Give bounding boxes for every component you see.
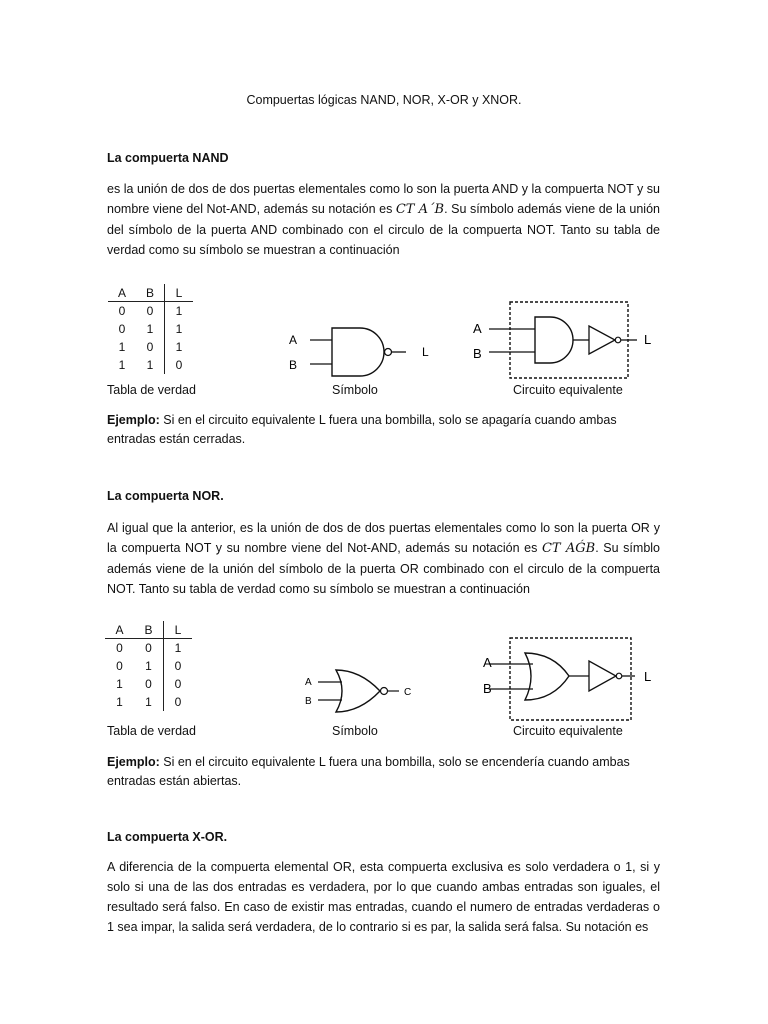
- nand-paragraph-part2: . Su símbolo además viene de la unión del símbolo de la puerta AND combinado con el circulo de la compuerta NOT. Tanto su tabla de verdad como su símbolo se muestran a continuación: [107, 202, 660, 257]
- table-cell: 0: [164, 657, 193, 675]
- table-cell: 0: [164, 675, 193, 693]
- circuit-label-out: L: [644, 332, 652, 347]
- table-cell: 1: [116, 677, 123, 691]
- nand-example-label: Ejemplo:: [107, 413, 160, 427]
- not-gate-icon: [589, 661, 616, 691]
- nand-table-header-b: B: [136, 284, 165, 302]
- nor-example-label: Ejemplo:: [107, 755, 160, 769]
- nand-truth-table: [108, 284, 193, 374]
- nand-gate-icon: [332, 328, 384, 376]
- table-cell: 1: [146, 322, 154, 336]
- circuit-dashed-frame: [510, 638, 631, 720]
- not-gate-icon: [589, 326, 615, 354]
- circuit-label-a: A: [483, 655, 492, 670]
- circuit-label-a: A: [473, 321, 482, 336]
- nand-symbol-label-a: A: [289, 333, 298, 347]
- table-cell: 1: [118, 340, 126, 354]
- table-row: [105, 693, 192, 711]
- table-cell: 1: [165, 302, 194, 321]
- nor-symbol-label-b: B: [305, 696, 312, 707]
- table-cell: 0: [146, 304, 154, 318]
- table-row: [105, 639, 192, 658]
- nand-caption-symbol: Símbolo: [332, 383, 378, 397]
- nor-symbol-label-a: A: [305, 677, 312, 688]
- table-cell: 1: [116, 695, 123, 709]
- nand-example: [107, 411, 647, 449]
- nand-notation: CT A´B: [395, 202, 445, 217]
- table-row: [105, 675, 192, 693]
- nor-caption-symbol: Símbolo: [332, 724, 378, 738]
- nor-symbol-diagram: [298, 662, 428, 717]
- table-cell: 0: [116, 641, 123, 655]
- nand-example-text: Si en el circuito equivalente L fuera una bombilla, solo se apagaría cuando ambas entradas están cerradas.: [107, 413, 617, 446]
- table-row: [108, 320, 193, 338]
- xor-paragraph: A diferencia de la compuerta elemental OR, esta compuerta exclusiva es solo verdadera o 1, si y solo si una de las dos entradas es verdadera, por lo que cuando ambas entradas son iguales, el resultado será falso. En caso de existir mas entradas, cuando el numero de entradas verdaderas o 1 sea impar, la salida será verdadera, de lo contrario si es par, la salida será falsa. Su notación es: [107, 860, 660, 934]
- table-cell: 0: [145, 641, 152, 655]
- or-gate-icon: [525, 653, 569, 700]
- nand-symbol-label-out: L: [422, 345, 429, 359]
- table-row: [108, 338, 193, 356]
- nand-paragraph-part1: es la unión de dos de dos puertas elementales como lo son la puerta AND y la compuerta NOT y su nombre viene del Not-AND, además su notación es: [107, 182, 660, 216]
- nor-heading: La compuerta NOR.: [107, 489, 224, 503]
- table-cell: 1: [118, 358, 126, 372]
- table-cell: 0: [145, 677, 152, 691]
- table-row: [108, 356, 193, 374]
- nor-caption-circuit: Circuito equivalente: [513, 724, 623, 738]
- nand-equivalent-circuit: [465, 296, 665, 386]
- table-cell: 0: [165, 356, 194, 374]
- table-row: [105, 657, 192, 675]
- and-gate-icon: [535, 317, 573, 363]
- table-cell: 1: [165, 338, 194, 356]
- nand-heading: La compuerta NAND: [107, 151, 229, 165]
- table-cell: 0: [164, 693, 193, 711]
- table-cell: 1: [145, 695, 152, 709]
- nor-caption-table: Tabla de verdad: [107, 724, 196, 738]
- nor-paragraph-part1: Al igual que la anterior, es la unión de dos de dos puertas elementales como lo son la puerta OR y la compuerta NOT y su nombre viene del Not-AND, además su notación es: [107, 521, 660, 555]
- table-cell: 1: [164, 639, 193, 658]
- nor-equivalent-circuit: [465, 634, 665, 724]
- nor-gate-icon: [336, 670, 380, 712]
- table-cell: 0: [118, 304, 126, 318]
- table-cell: 1: [145, 659, 152, 673]
- circuit-label-out: L: [644, 669, 652, 684]
- table-cell: 0: [116, 659, 123, 673]
- nor-table-header-b: B: [134, 621, 164, 639]
- table-cell: 1: [165, 320, 194, 338]
- nor-paragraph: [107, 518, 660, 599]
- nor-example-text: Si en el circuito equivalente L fuera una bombilla, solo se encendería cuando ambas entradas están abiertas.: [107, 755, 630, 788]
- nand-caption-table: Tabla de verdad: [107, 383, 196, 397]
- inverter-bubble-icon: [381, 688, 388, 695]
- inverter-bubble-icon: [385, 349, 392, 356]
- nor-truth-table: [105, 621, 192, 711]
- table-cell: 0: [118, 322, 126, 336]
- circuit-label-b: B: [473, 346, 482, 361]
- nor-example: [107, 753, 647, 791]
- nand-paragraph: [107, 179, 660, 260]
- table-row: [108, 302, 193, 321]
- document-title: Compuertas lógicas NAND, NOR, X-OR y XNOR.: [246, 93, 522, 107]
- circuit-dashed-frame: [510, 302, 628, 378]
- nand-caption-circuit: Circuito equivalente: [513, 383, 623, 397]
- nand-table-header-a: A: [108, 284, 136, 302]
- nor-symbol-label-out: C: [404, 687, 412, 698]
- nand-symbol-diagram: [280, 318, 440, 383]
- xor-heading: La compuerta X-OR.: [107, 830, 228, 844]
- nor-paragraph-part2: . Su símblo además viene de la unión del símbolo de la puerta OR combinado con el circulo de la compuerta NOT. Tanto su tabla de verdad como su símbolo se muestran a continuación: [107, 541, 660, 596]
- table-cell: 0: [146, 340, 154, 354]
- nor-table-header-a: A: [105, 621, 134, 639]
- nor-table-header-l: L: [164, 621, 193, 639]
- circuit-label-b: B: [483, 681, 492, 696]
- nand-symbol-label-b: B: [289, 358, 298, 372]
- nor-notation: CT AǴB: [541, 541, 596, 556]
- table-cell: 1: [146, 358, 154, 372]
- nand-table-header-l: L: [165, 284, 194, 302]
